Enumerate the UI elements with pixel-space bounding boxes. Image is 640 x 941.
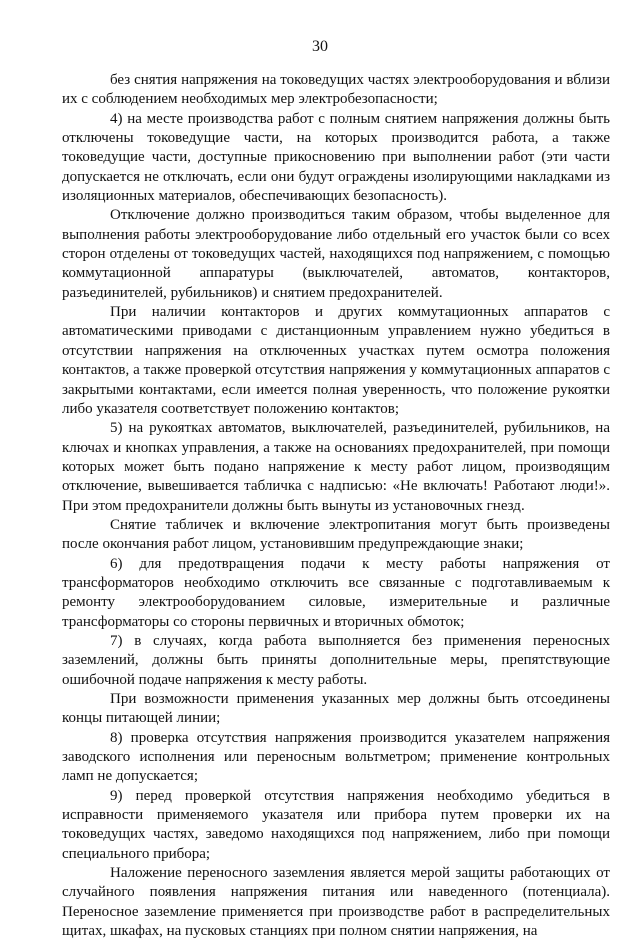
paragraph: 6) для предотвращения подачи к месту работы напряжения от трансформаторов необходимо отключить все связанные с подготавливаемым к ремонту электрооборудованием силовые, измерительные и различные трансформаторы со стороны первичных и вторичных обмоток; [62, 555, 610, 630]
paragraph: При возможности применения указанных мер должны быть отсоединены концы питающей линии; [62, 691, 610, 727]
paragraph: 9) перед проверкой отсутствия напряжения необходимо убедиться в исправности применяемого указателя или прибора путем проверки их на токоведущих частях, заведомо находящихся под напряжением, либо при помощи специального прибора; [62, 787, 610, 862]
paragraph: Наложение переносного заземления является мерой защиты работающих от случайного появления напряжения питания или наведенного (потенциала). Переносное заземление применяется при производстве работ в распределительных щитах, шкафах, на пусковых станциях при полном снятии напряжения, на [62, 865, 610, 940]
page-number: 30 [312, 38, 328, 55]
paragraph: 4) на месте производства работ с полным снятием напряжения должны быть отключены токоведущие части, на которых производится работа, а также токоведущие части, доступные прикосновению при выполнении работ (эти части допускается не отключать, если они будут ограждены изолирующими накладками из изоляционных материалов, обеспечивающих безопасность). [62, 110, 610, 205]
paragraph: Отключение должно производиться таким образом, чтобы выделенное для выполнения работы электрооборудование либо отдельный его участок были со всех сторон отделены от токоведущих частей, находящихся под напряжением, с помощью коммутационной аппаратуры (выключателей, автоматов, контакторов, разъединителей, рубильников) и снятием предохранителей. [62, 207, 610, 301]
paragraph: 7) в случаях, когда работа выполняется без применения переносных заземлений, должны быть приняты дополнительные меры, препятствующие ошибочной подаче напряжения к месту работы. [62, 632, 610, 688]
paragraph: 5) на рукоятках автоматов, выключателей, разъединителей, рубильников, на ключах и кнопках управления, а также на основаниях предохранителей, при помощи которых может быть подано напряжение к месту работ лицом, производящим отключение, вывешивается табличка с надписью: «Не включать! Работают люди!». При этом предохранители должны быть вынуты из установочных гнезд. [62, 420, 610, 514]
paragraph: Снятие табличек и включение электропитания могут быть произведены после окончания работ лицом, установившим предупреждающие знаки; [62, 516, 610, 553]
paragraph: 8) проверка отсутствия напряжения производится указателем напряжения заводского исполнения или переносным вольтметром; применение контрольных ламп не допускается; [62, 729, 610, 785]
body-text [62, 71, 610, 941]
paragraph: без снятия напряжения на токоведущих частях электрооборудования и вблизи их с соблюдением необходимых мер электробезопасности; [62, 72, 610, 108]
paragraph: При наличии контакторов и других коммутационных аппаратов с автоматическими приводами с дистанционным управлением нужно убедиться в отсутствии напряжения на отключенных участках путем осмотра положения контактов, а также проверкой отсутствия напряжения у коммутационных аппаратов с закрытыми контактами, если имеется полная уверенность, что положение рукоятки либо указателя соответствует положению контактов; [62, 304, 610, 417]
